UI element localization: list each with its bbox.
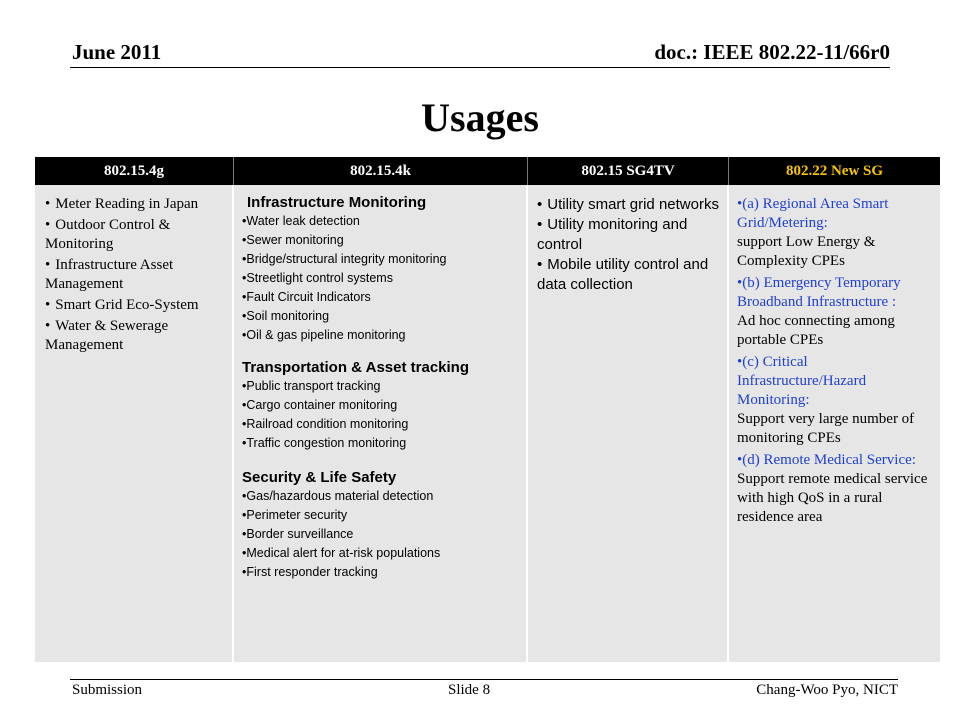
list-item: • Sewer monitoring [242,231,524,250]
usage-title: • (a) Regional Area Smart Grid/Metering: [737,195,937,233]
list-item: • Fault Circuit Indicators [242,288,524,307]
header-doc-id: doc.: IEEE 802.22-11/66r0 [654,40,890,64]
usage-description: Support remote medical service with high QoS in a rural residence area [737,471,928,525]
list-item: • Meter Reading in Japan [45,195,228,214]
table-header-row [35,157,940,185]
usage-description: support Low Energy & Complexity CPEs [737,234,876,269]
section-heading: Infrastructure Monitoring [247,194,427,211]
list-item: • First responder tracking [242,563,524,582]
table-header-cell: 802.22 New SG [785,163,884,179]
list-item: • Infrastructure Asset Management [45,256,228,294]
column-divider [526,185,528,662]
usage-title: • (c) Critical Infrastructure/Hazard Monitoring: [737,353,937,410]
slide-title: Usages [421,95,539,140]
list-item: • Border surveillance [242,525,524,544]
usage-title: • (b) Emergency Temporary Broadband Infrastructure : [737,274,937,312]
col-802-15-4g [45,195,228,357]
list-item: • Streetlight control systems [242,269,524,288]
usage-description: Ad hoc connecting among portable CPEs [737,313,895,348]
list-item: • Outdoor Control & Monitoring [45,216,228,254]
list-item: • Oil & gas pipeline monitoring [242,326,524,345]
footer-author: Chang-Woo Pyo, NICT [756,682,898,698]
table-header-cell: 802.15 SG4TV [581,163,675,179]
usage-title: • (d) Remote Medical Service: [737,451,937,470]
list-item: • Cargo container monitoring [242,396,524,415]
footer-submission: Submission [72,682,143,698]
column-divider [727,185,729,662]
list-item: • Bridge/structural integrity monitoring [242,250,524,269]
section-heading: Transportation & Asset tracking [242,359,469,376]
list-item: • Smart Grid Eco-System [45,296,228,315]
list-item: • Water leak detection [242,212,524,231]
col-802-22-new-sg [737,195,937,530]
header-date: June 2011 [72,40,162,64]
list-item: • Traffic congestion monitoring [242,434,524,453]
list-item: • Mobile utility control and data collection [537,255,725,295]
col-802-15-sg4tv [537,195,725,295]
list-item: • Railroad condition monitoring [242,415,524,434]
list-item: • Soil monitoring [242,307,524,326]
list-item: • Medical alert for at-risk populations [242,544,524,563]
list-item: • Perimeter security [242,506,524,525]
usages-table [35,157,940,662]
usage-description: Support very large number of monitoring CPEs [737,411,915,446]
list-item: • Utility monitoring and control [537,215,725,255]
footer-slide-number: Slide 8 [448,682,491,698]
list-item: • Public transport tracking [242,377,524,396]
section-heading: Security & Life Safety [242,469,397,486]
col-802-15-4k [242,194,524,582]
column-divider [232,185,234,662]
list-item: • Utility smart grid networks [537,195,725,215]
list-item: • Gas/hazardous material detection [242,487,524,506]
table-header-cell: 802.15.4k [350,163,411,179]
header-divider [70,67,890,68]
list-item: • Water & Sewerage Management [45,317,228,355]
table-header-cell: 802.15.4g [104,163,164,179]
footer-divider [70,679,898,680]
